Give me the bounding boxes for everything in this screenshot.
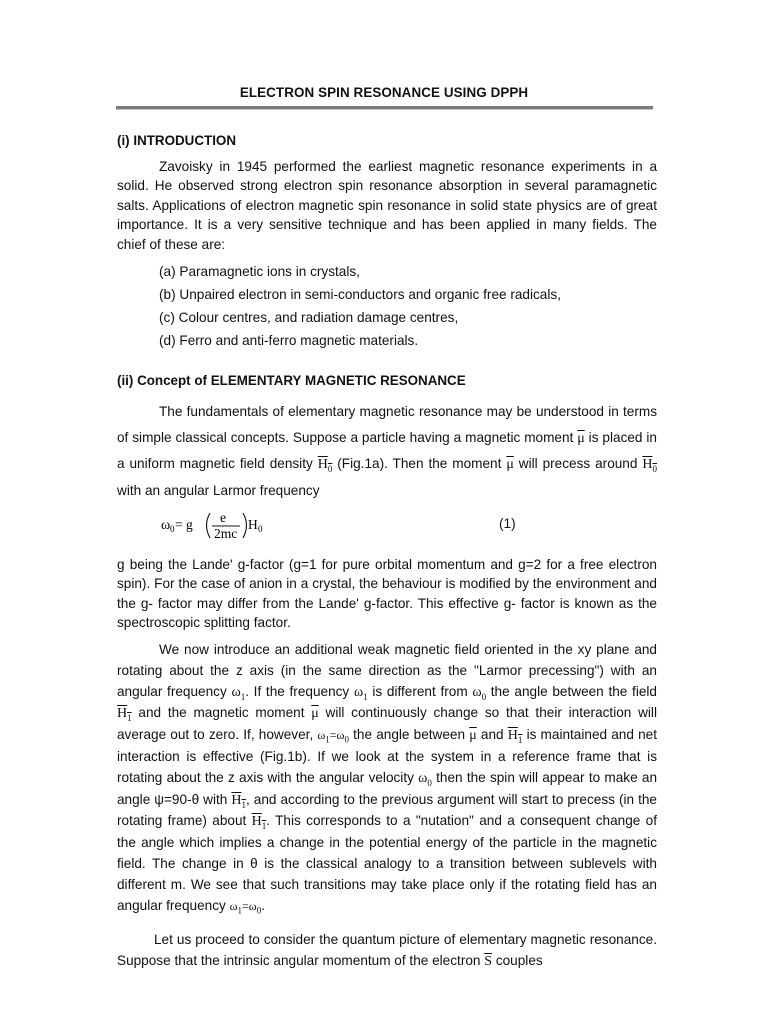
title-rule (116, 106, 653, 110)
s-vector-symbol: $\overline{S}$ (484, 954, 493, 969)
mu-vector-symbol: $\overline{\mu}$ (469, 728, 477, 744)
intro-paragraph: Zavoisky in 1945 performed the earliest magnetic resonance experiments in a solid. He observed strong electron spin resonance absorption in several paramagnetic salts. Applications of electron magnetic spin resonance in solid state physics are of great importance. It is a very sensitive technique and has been applied in many fields. The chief of these are: (117, 159, 657, 252)
svg-text:H: H (248, 517, 258, 532)
equation-number: (1) (499, 516, 516, 531)
mu-vector-symbol: $\overline{\mu}$ (506, 457, 514, 472)
mu-vector-symbol: $\overline{\mu}$ (577, 430, 585, 446)
list-item: (c) Colour centres, and radiation damage centres, (159, 310, 459, 325)
h0-vector-symbol: $H_0$ (317, 457, 333, 474)
section-heading-introduction: (i) INTRODUCTION (117, 133, 237, 148)
svg-text:0: 0 (258, 524, 263, 534)
h1-vector-symbol: $H_1$ (507, 728, 523, 745)
section-heading-concept: (ii) Concept of ELEMENTARY MAGNETIC RESONANCE (117, 373, 466, 388)
h1-vector-symbol: $H_1$ (251, 814, 267, 832)
concept-paragraph-3: We now introduce an additional weak magnetic field oriented in the xy plane and rotating about the z axis (in the same direction as the "Larmor precessing") with an angular frequency $\omega_1$. If the frequency $\omega_1$ is different from $\omega_0$ the angle between the field $H_1$ and the magnetic moment $\overline{\mu}$ will continuously change so that their interaction will average out to zero. If, however, $\omega_1=\omega_0$ the angle between $\overline{\mu}$ and $H_1$ is maintained and net interaction is effective (Fig.1b). If we look at the system in a reference frame that is rotating about the z axis with the angular velocity $\omega_0$ then the spin will appear to make an angle ψ=90-θ with $H_1$, and according to the previous argument will start to precess (in the rotating frame) about $H_1$. This corresponds to a "nutation" and a consequent change of the angle which implies a change in the potential energy of the particle in the magnetic field. The change in θ is the classical analogy to a transition between sublevels with different m. We see that such transitions may take place only if the rotating field has an angular frequency $\omega_1=\omega_0$. (117, 642, 657, 915)
larmor-equation-graphic (160, 507, 300, 543)
svg-text:ω: ω (161, 518, 171, 533)
h1-vector-symbol: $H_1$ (117, 706, 132, 724)
h0-vector-symbol: $H_0$ (642, 457, 657, 474)
svg-text:0: 0 (170, 524, 175, 534)
mu-vector-symbol: $\overline{\mu}$ (311, 706, 319, 722)
concept-paragraph-1: The fundamentals of elementary magnetic resonance may be understood in terms of simple classical concepts. Suppose a particle having a magnetic moment $\overline{\mu}$ is placed in a uniform magnetic field density $H_0$ (Fig.1a). Then the moment $\overline{\mu}$ will precess around $H_0$ with an angular Larmor frequency (117, 404, 657, 498)
svg-text:e: e (220, 510, 226, 525)
applications-list (159, 262, 561, 354)
page-title: ELECTRON SPIN RESONANCE USING DPPH (239, 85, 529, 100)
concept-paragraph-4: Let us proceed to consider the quantum picture of elementary magnetic resonance. Suppose that the intrinsic angular momentum of the electron $\overline{S}$ couples (117, 932, 657, 969)
list-item: (d) Ferro and anti-ferro magnetic materials. (159, 333, 419, 348)
svg-text:= g: = g (175, 517, 193, 532)
list-item: (a) Paramagnetic ions in crystals, (159, 264, 360, 279)
svg-text:2mc: 2mc (214, 526, 238, 541)
concept-paragraph-2: g being the Lande' g-factor (g=1 for pure orbital momentum and g=2 for a free electron spin). For the case of anion in a crystal, the behaviour is modified by the environment and the g- factor may differ from the Lande' g-factor. This effective g- factor is known as the spectroscopic splitting factor. (117, 557, 657, 631)
list-item: (b) Unpaired electron in semi-conductors and organic free radicals, (159, 287, 561, 302)
h1-vector-symbol: $H_1$ (231, 792, 246, 810)
